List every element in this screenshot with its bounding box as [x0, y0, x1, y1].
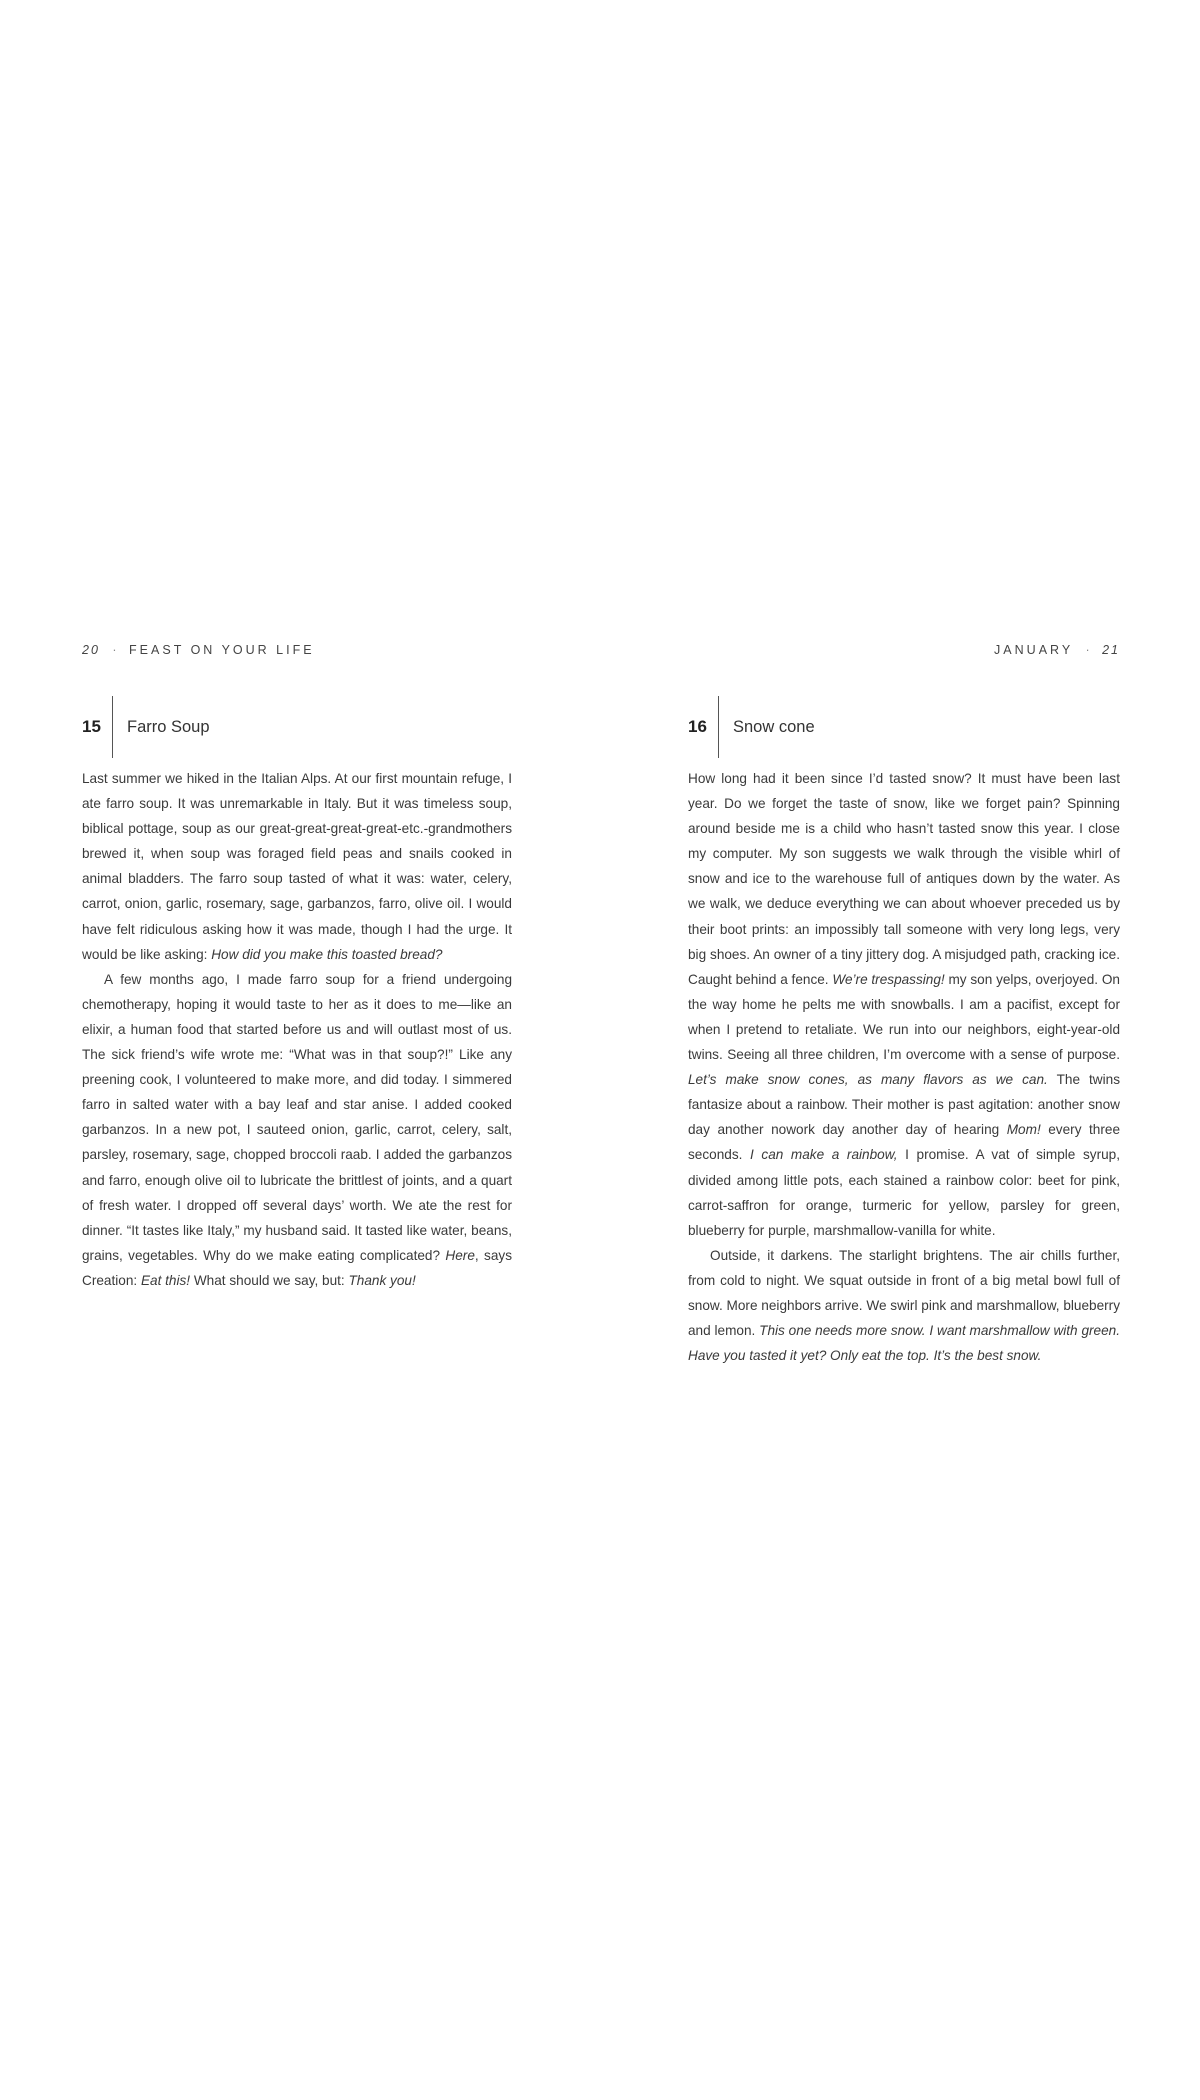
text-run: Outside, it darkens. The starlight brightens. The air chills further, from cold to night. We squat outside in front of a big metal bowl full of snow. More neighbors arrive. We swirl pink and marshmallow, blueberry and lemon. — [688, 1247, 1120, 1339]
paragraph — [82, 766, 512, 967]
text-run: A few months ago, I made farro soup for a friend undergoing chemotherapy, hoping it would taste to her as it does to me—like an elixir, a human food that started before us and will outlast most of us. The sick friend’s wife wrote me: “What was in that soup?!” Like any preening cook, I volunteered to make more, and did today. I simmered farro in salted water with a bay leaf and star anise. I added cooked garbanzos. In a new pot, I sauteed onion, garlic, carrot, celery, salt, parsley, rosemary, sage, chopped broccoli raab. I added the garbanzos and farro, enough olive oil to lubricate the brittlest of joints, and a quart of fresh water. I dropped off several days’ worth. We ate the rest for dinner. “It tastes like Italy,” my husband said. It tasted like water, beans, grains, vegetables. Why do we make eating complicated? — [82, 971, 512, 1263]
paragraph — [82, 967, 512, 1293]
italic-text: This one needs more snow. I want marshmallow with green. Have you tasted it yet? Only eat the top. It’s the best snow. — [688, 1323, 1120, 1364]
page-number-left: 20 — [82, 643, 100, 657]
italic-text: Eat this! — [140, 1272, 191, 1288]
entry-header-16 — [688, 696, 1120, 758]
text-run: I promise. A vat of simple syrup, divided among little pots, each stained a rainbow color: beet for pink, carrot-saffron for orange, turmeric for yellow, parsley for green, blueberry for purple, marshmallow-vanilla for white. — [688, 1147, 1120, 1238]
paragraph — [688, 766, 1120, 1243]
italic-text: Here — [445, 1247, 475, 1263]
entry-number: 16 — [688, 717, 707, 736]
text-run: The twins fantasize about a rainbow. Their mother is past agitation: another snow day another nowork day another day of hearing — [688, 1072, 1120, 1138]
italic-text: I can make a rainbow, — [750, 1147, 898, 1163]
entry-divider — [718, 696, 719, 758]
entry-body-right — [688, 766, 1120, 1368]
italic-text: Let’s make snow cones, as many flavors as we can. — [688, 1072, 1048, 1088]
italic-text: How did you make this toasted bread? — [211, 946, 443, 962]
text-run: How long had it been since I’d tasted snow? It must have been last year. Do we forget the taste of snow, like we forget pain? Spinning around beside me is a child who hasn’t tasted snow this year. I close my computer. My son suggests we walk through the visible whirl of snow and ice to the warehouse full of antiques down by the water. As we walk, we deduce everything we can about whoever preceded us by their boot prints: an impossibly tall someone with very long legs, very big shoes. An owner of a tiny jittery dog. A misjudged path, cracking ice. Caught behind a fence. — [688, 771, 1120, 987]
italic-text: Mom! — [1006, 1122, 1041, 1138]
running-head-right — [688, 640, 1120, 660]
month-heading: JANUARY — [994, 643, 1073, 657]
entry-title: Snow cone — [733, 717, 815, 736]
running-head-separator: · — [112, 643, 117, 657]
entry-body-left — [82, 766, 512, 1293]
entry-divider — [112, 696, 113, 758]
text-run: What should we say, but: — [190, 1272, 349, 1288]
page-number-right: 21 — [1102, 643, 1120, 657]
entry-number: 15 — [82, 717, 101, 736]
text-run: Last summer we hiked in the Italian Alps. At our first mountain refuge, I ate farro soup. It was unremarkable in Italy. But it was timeless soup, biblical pottage, soup as our great-great-great-great-etc.-grandmothers brewed it, when soup was foraged field peas and snails cooked in animal bladders. The farro soup tasted of what it was: water, celery, carrot, onion, garlic, rosemary, sage, garbanzos, farro, olive oil. I would have felt ridiculous asking how it was made, though I had the urge. It would be like asking: — [82, 771, 512, 962]
book-title: FEAST ON YOUR LIFE — [129, 643, 315, 657]
running-head-separator: · — [1085, 643, 1090, 657]
paragraph — [688, 1243, 1120, 1368]
entry-header-15 — [82, 696, 512, 758]
italic-text: We’re trespassing! — [832, 971, 945, 987]
entry-title: Farro Soup — [127, 717, 210, 736]
running-head-left — [82, 640, 512, 660]
italic-text: Thank you! — [348, 1272, 416, 1288]
right-page — [688, 640, 1120, 1368]
text-run: , says Creation: — [82, 1247, 512, 1288]
text-run: my son yelps, overjoyed. On the way home he pelts me with snowballs. I am a pacifist, except for when I pretend to retaliate. We run into our neighbors, eight-year-old twins. Seeing all three children, I’m overcome with a sense of purpose. — [688, 971, 1120, 1063]
left-page — [82, 640, 512, 1293]
text-run: every three seconds. — [688, 1122, 1121, 1163]
